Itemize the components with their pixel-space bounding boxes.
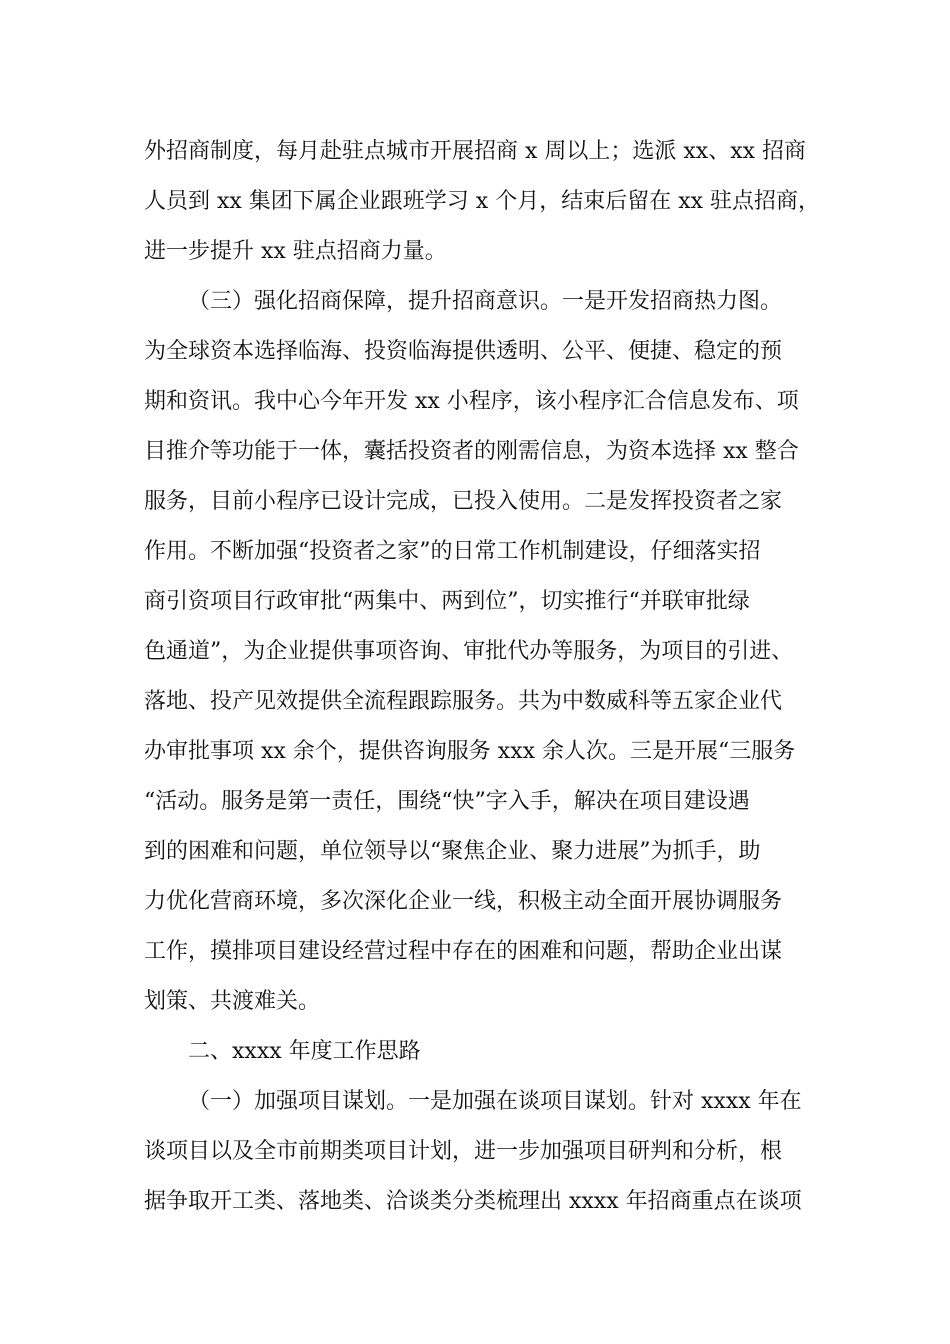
- text-line: 服务，目前小程序已设计完成，已投入使用。二是发挥投资者之家: [144, 489, 783, 514]
- text-line: （三）强化招商保障，提升招商意识。一是开发招商热力图。: [188, 289, 783, 314]
- text-line: 工作，摸排项目建设经营过程中存在的困难和问题，帮助企业出谋: [144, 939, 783, 964]
- text-line: 进一步提升 xx 驻点招商力量。: [144, 239, 447, 264]
- text-line: （一）加强项目谋划。一是加强在谈项目谋划。针对 xxxx 年在: [188, 1089, 802, 1114]
- text-line: 期和资讯。我中心今年开发 xx 小程序，该小程序汇合信息发布、项: [144, 389, 799, 414]
- text-line: 力优化营商环境，多次深化企业一线，积极主动全面开展协调服务: [144, 889, 783, 914]
- text-line: 办审批事项 xx 余个，提供咨询服务 xxx 余人次。三是开展“三服务: [144, 739, 796, 764]
- text-line: 划策、共渡难关。: [144, 989, 321, 1014]
- section-heading: 二、xxxx 年度工作思路: [188, 1039, 421, 1064]
- text-line: 据争取开工类、落地类、洽谈类分类梳理出 xxxx 年招商重点在谈项: [144, 1189, 802, 1214]
- text-line: 作用。不断加强“投资者之家”的日常工作机制建设，仔细落实招: [144, 539, 761, 564]
- text-line: 目推介等功能于一体，囊括投资者的刚需信息，为资本选择 xx 整合: [144, 439, 799, 464]
- text-line: 落地、投产见效提供全流程跟踪服务。共为中数威科等五家企业代: [144, 689, 783, 714]
- text-line: 为全球资本选择临海、投资临海提供透明、公平、便捷、稳定的预: [144, 339, 783, 364]
- text-line: 外招商制度，每月赴驻点城市开展招商 x 周以上；选派 xx、xx 招商: [144, 139, 807, 164]
- text-line: 到的困难和问题，单位领导以“聚焦企业、聚力进展”为抓手，助: [144, 839, 761, 864]
- text-line: 商引资项目行政审批“两集中、两到位”，切实推行“并联审批绿: [144, 589, 750, 614]
- text-line: 人员到 xx 集团下属企业跟班学习 x 个月，结束后留在 xx 驻点招商，: [144, 189, 820, 214]
- text-line: 谈项目以及全市前期类项目计划，进一步加强项目研判和分析，根: [144, 1139, 783, 1164]
- text-line: 色通道”，为企业提供事项咨询、审批代办等服务，为项目的引进、: [144, 639, 794, 664]
- text-line: “活动。服务是第一责任，围绕“快”字入手，解决在项目建设遇: [144, 789, 750, 814]
